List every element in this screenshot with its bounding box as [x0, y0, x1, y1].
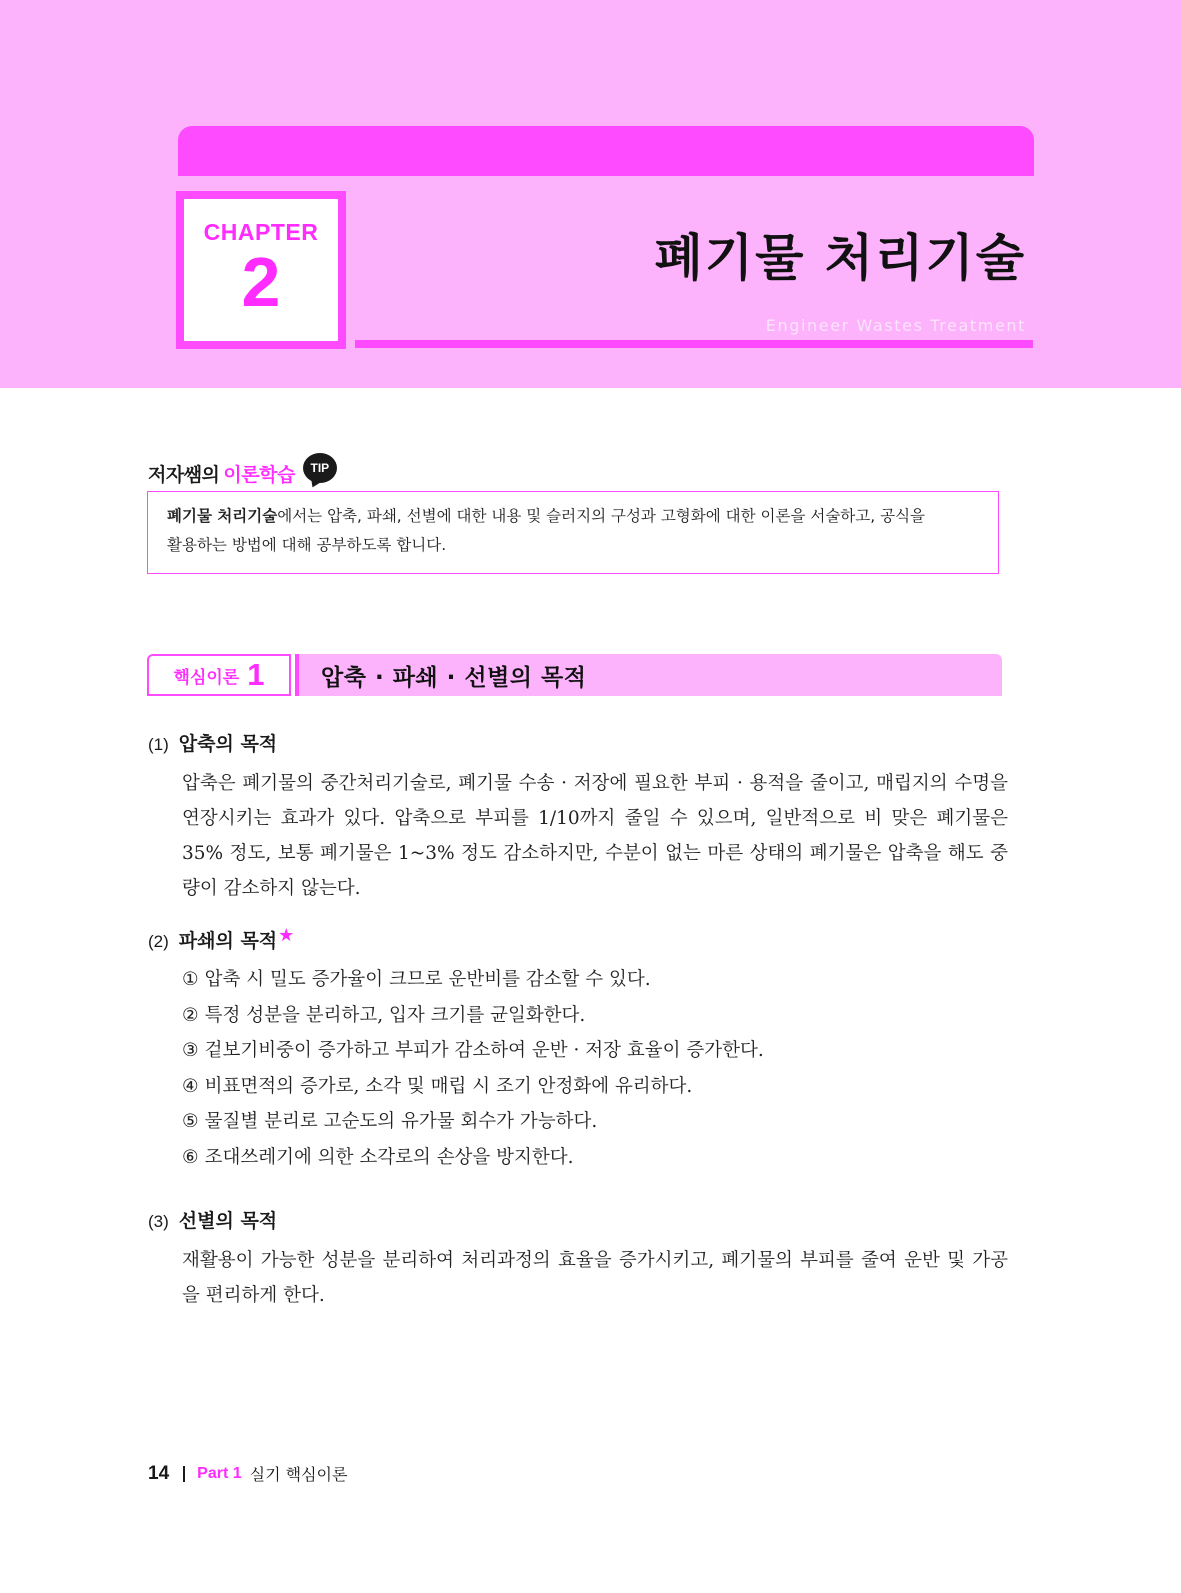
chapter-header-band [0, 0, 1181, 388]
list-item-text: 조대쓰레기에 의한 소각로의 손상을 방지한다. [204, 1146, 574, 1168]
list-marker: ② [182, 1004, 199, 1026]
footer-part-title: 실기 핵심이론 [249, 1465, 348, 1484]
chapter-badge [176, 191, 346, 349]
list-marker: ⑤ [182, 1111, 199, 1132]
list-item-text: 물질별 분리로 고순도의 유가물 회수가 가능하다. [204, 1111, 598, 1132]
tip-badge-text: TIP [310, 461, 330, 475]
page-number: 14 [148, 1462, 170, 1484]
page-footer [148, 1462, 347, 1485]
header-decorative-bar [178, 126, 1034, 176]
list-item-text: 겉보기비중이 증가하고 부피가 감소하여 운반 · 저장 효율이 증가한다. [204, 1040, 764, 1061]
item-number: (2) [148, 932, 169, 951]
item-heading-text: 선별의 목적 [178, 1210, 278, 1232]
tip-heading-author: 저자쌤의 [148, 463, 220, 486]
item-heading-text: 압축의 목적 [178, 733, 278, 755]
star-icon: ★ [278, 925, 295, 946]
section-number: 1 [247, 657, 265, 692]
chapter-subtitle: Engineer Wastes Treatment [765, 316, 1026, 335]
item-number: (3) [148, 1212, 169, 1231]
tip-heading-theory: 이론학습 [223, 463, 295, 486]
tip-box [147, 491, 999, 574]
tip-speech-bubble-icon [303, 453, 337, 483]
chapter-number: 2 [241, 243, 281, 321]
footer-divider [183, 1466, 185, 1482]
list-item [182, 1069, 1002, 1105]
compression-paragraph: 압축은 폐기물의 중간처리기술로, 폐기물 수송 · 저장에 필요한 부피 · 용적을 줄이고, 매립지의 수명을 연장시키는 효과가 있다. 압축으로 부피를 1/10까지 줄일 수 있으며, 일반적으로 비 맞은 폐기물은 35% 정도, 보통 폐기물은 1~3% 정도 감소하지만, 수분이 없는 마른 상태의 폐기물은 압축을 해도 중량이 감소하지 않는다. [182, 773, 1008, 899]
list-item [182, 1140, 1002, 1176]
item-heading-compression [148, 729, 277, 756]
chapter-title: 폐기물 처리기술 [654, 229, 1026, 287]
chapter-badge-inner [184, 199, 338, 341]
section-heading [147, 654, 1002, 696]
tip-bold-topic: 폐기물 처리기술 [167, 507, 278, 525]
list-marker: ⑥ [182, 1146, 199, 1168]
section-title: 압축 · 파쇄 · 선별의 목적 [321, 664, 587, 691]
chapter-label: CHAPTER [203, 219, 319, 245]
item-number: (1) [148, 735, 169, 754]
list-item [182, 1104, 1002, 1140]
list-marker: ③ [182, 1040, 199, 1061]
list-item [182, 998, 1002, 1034]
list-item-text: 비표면적의 증가로, 소각 및 매립 시 조기 안정화에 유리하다. [204, 1075, 693, 1097]
tip-line-2: 활용하는 방법에 대해 공부하도록 합니다. [167, 536, 447, 554]
item-heading-text: 파쇄의 목적 [178, 930, 278, 952]
section-title-box [295, 654, 1002, 696]
list-item-text: 특정 성분을 분리하고, 입자 크기를 균일화한다. [204, 1004, 586, 1026]
tip-heading [148, 458, 337, 488]
header-underline [355, 340, 1033, 348]
sorting-paragraph: 재활용이 가능한 성분을 분리하여 처리과정의 효율을 증가시키고, 폐기물의 부피를 줄여 운반 및 가공을 편리하게 한다. [182, 1250, 1008, 1306]
item-heading-sorting [148, 1206, 277, 1233]
section-label-box [147, 654, 291, 696]
list-marker: ④ [182, 1075, 199, 1097]
tip-line-1 [167, 502, 979, 531]
list-marker: ① [182, 969, 199, 990]
item-heading-shredding [148, 925, 294, 953]
footer-part: Part 1 [197, 1464, 242, 1482]
shredding-list [182, 962, 1002, 1175]
list-item [182, 1033, 1002, 1069]
list-item [182, 962, 1002, 998]
tip-line-1-text: 에서는 압축, 파쇄, 선별에 대한 내용 및 슬러지의 구성과 고형화에 대한 이론을 서술하고, 공식을 [277, 507, 926, 525]
list-item-text: 압축 시 밀도 증가율이 크므로 운반비를 감소할 수 있다. [204, 969, 651, 990]
section-label: 핵심이론 [173, 667, 240, 688]
